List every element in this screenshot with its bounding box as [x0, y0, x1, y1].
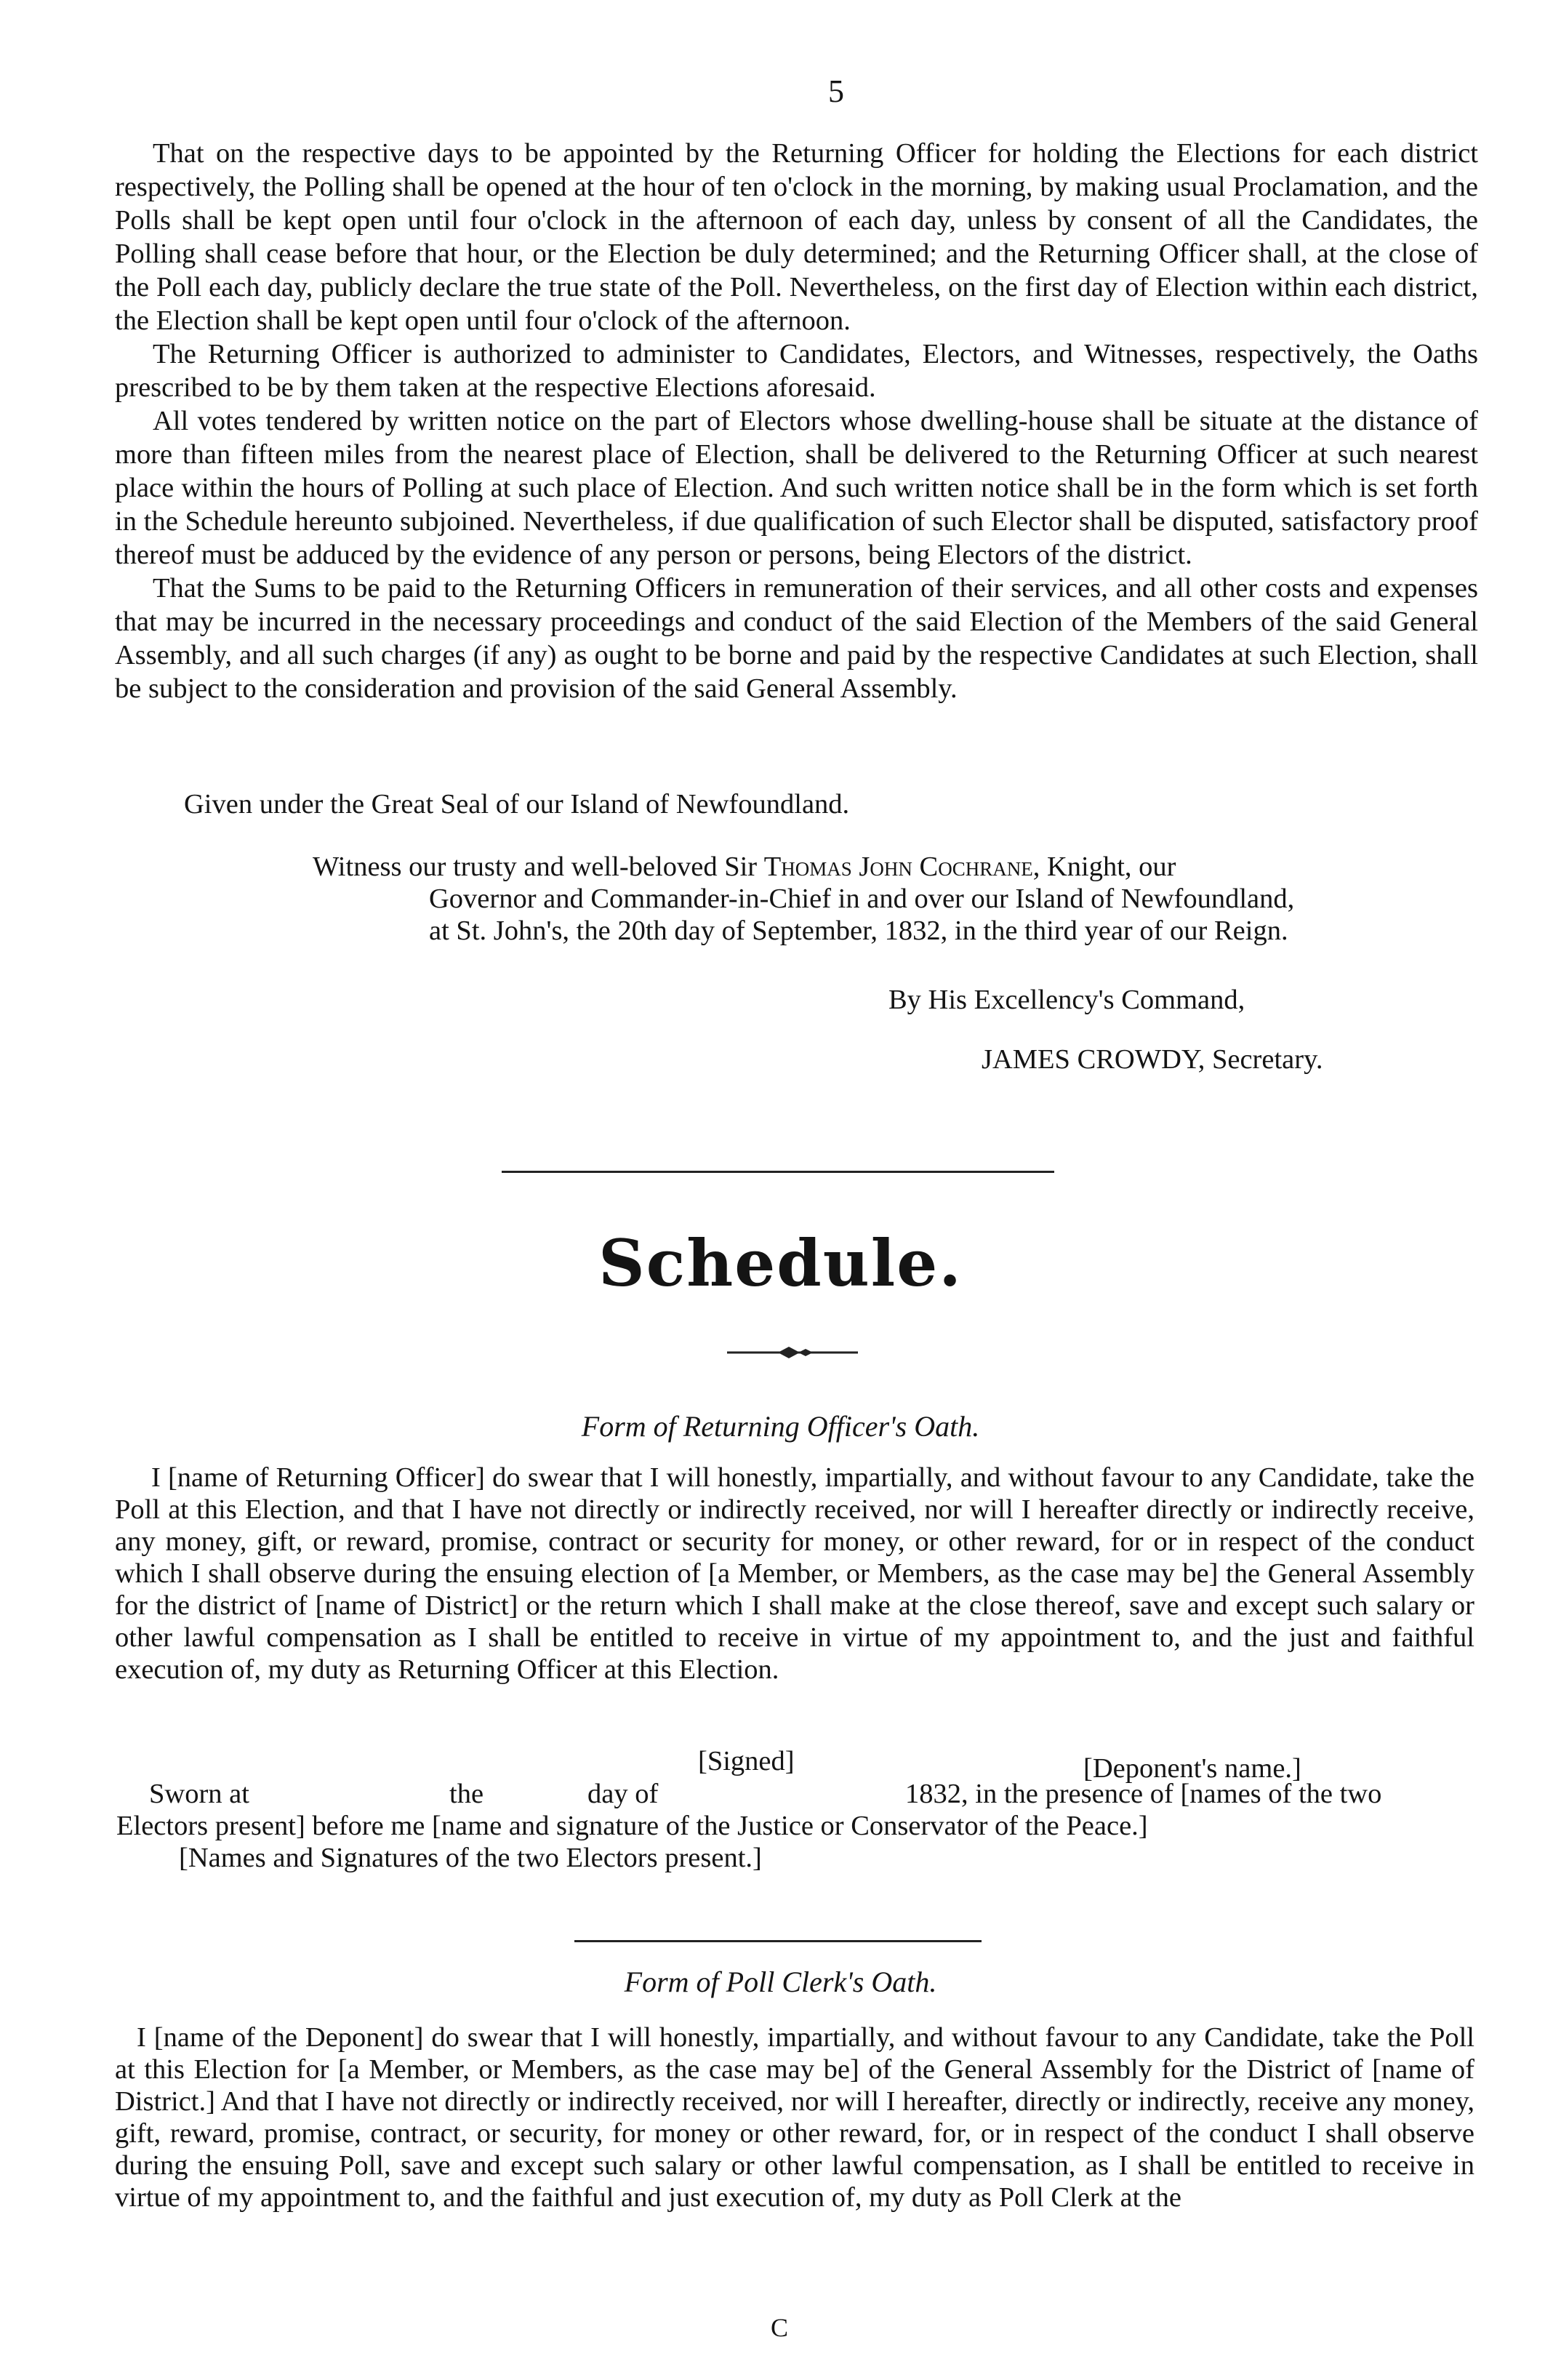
witness-line-2: Governor and Commander-in-Chief in and over our Island of Newfoundland, — [429, 884, 1295, 914]
section-divider — [502, 1171, 1054, 1173]
form-poll-clerk-text: I [name of the Deponent] do swear that I will honestly, impartially, and without favour to any Candidate, take the Poll at this Election for [a Member, or Members, as the case may be] of the General Assembly for the District of [name of District.] And that I have not directly or indirectly received, nor will I hereafter, directly or indirectly, receive any money, gift, reward, promise, contract, or security, for money or other reward, for, or in respect of the conduct I shall observe during the ensuing Poll, save and except such salary or other lawful compensation, as I shall be entitled to receive in virtue of my appointment to, and the faithful and just execution of, my duty as Poll Clerk at the — [115, 2022, 1474, 2213]
page-number: 5 — [828, 73, 844, 109]
command-line: By His Excellency's Command, — [888, 985, 1245, 1015]
deponent-name-label: [Deponent's name.] — [1083, 1753, 1301, 1784]
ornament-divider — [727, 1345, 858, 1360]
signature-mark: C — [771, 2313, 789, 2342]
witness-line-3: at St. John's, the 20th day of September, 1832, in the third year of our Reign. — [429, 915, 1288, 946]
form-returning-officer-text: I [name of Returning Officer] do swear that I will honestly, impartially, and without favour to any Candidate, take the Poll at this Election, and that I have not directly or indirectly received, nor will I hereafter directly or indirectly receive, any money, gift, or reward, promise, contract or security for money, or other reward, for or in respect of the conduct which I shall observe during the ensuing election of [a Member, or Members, as the case may be] the General Assembly for the district of [name of District] or the return which I shall make at the close thereof, save and except such salary or other lawful compensation as I shall be entitled to receive in virtue of my appointment to, and the just and faithful execution of, my duty as Returning Officer at this Election. — [115, 1462, 1474, 1685]
electors-present-line: Electors present] before me [name and signature of the Justice or Conservator of the Peace.] — [116, 1811, 1148, 1841]
names-signatures-line: [Names and Signatures of the two Electors present.] — [179, 1843, 762, 1873]
body-text — [115, 137, 1478, 705]
form-divider — [574, 1940, 982, 1942]
paragraph-oaths: The Returning Officer is authorized to administer to Candidates, Electors, and Witnesses, respectively, the Oaths prescribed to be by them taken at the respective Elections aforesaid. — [115, 339, 1478, 403]
secretary-line: JAMES CROWDY, Secretary. — [982, 1044, 1323, 1075]
year-presence-text: 1832, in the presence of [names of the two — [905, 1779, 1382, 1809]
form-returning-officer-heading: Form of Returning Officer's Oath. — [581, 1410, 980, 1443]
the-label: the — [449, 1779, 484, 1809]
day-of-label: day of — [587, 1779, 659, 1809]
paragraph-sums: That the Sums to be paid to the Returning Officers in remuneration of their services, and all other costs and expenses that may be incurred in the necessary proceedings and conduct of the said Election of the Members of the said General Assembly, and all such charges (if any) as ought to be borne and paid by the respective Candidates at such Election, shall be subject to the consideration and provision of the said General Assembly. — [115, 573, 1478, 704]
signed-label: [Signed] — [698, 1746, 795, 1776]
sworn-at-label: Sworn at — [149, 1779, 249, 1809]
governor-name: Thomas John Cochrane — [763, 852, 1033, 882]
paragraph-polling-hours: That on the respective days to be appointed by the Returning Officer for holding the Elections for each district respectively, the Polling shall be opened at the hour of ten o'clock in the morning, by making usual Proclamation, and the Polls shall be kept open until four o'clock in the afternoon of each day, unless by consent of all the Candidates, the Polling shall cease before that hour, or the Election be duly determined; and the Returning Officer shall, at the close of the Poll each day, publicly declare the true state of the Poll. Nevertheless, on the first day of Election within each district, the Election shall be kept open until four o'clock of the afternoon. — [115, 138, 1478, 336]
paragraph-written-votes: All votes tendered by written notice on the part of Electors whose dwelling-house shall be situate at the distance of more than fifteen miles from the nearest place of Election, shall be delivered to the Returning Officer at such nearest place within the hours of Polling at such place of Election. And such written notice shall be in the form which is set forth in the Schedule hereunto subjoined. Nevertheless, if due qualification of such Elector shall be disputed, satisfactory proof thereof must be adduced by the evidence of any person or persons, being Electors of the district. — [115, 406, 1478, 570]
schedule-title: Schedule. — [598, 1225, 963, 1301]
witness-block — [313, 851, 1490, 947]
form-poll-clerk-heading: Form of Poll Clerk's Oath. — [624, 1966, 937, 1998]
seal-line: Given under the Great Seal of our Island of Newfoundland. — [184, 789, 850, 820]
witness-line-1: Witness our trusty and well-beloved Sir Thomas John Cochrane, Knight, our — [313, 852, 1176, 882]
